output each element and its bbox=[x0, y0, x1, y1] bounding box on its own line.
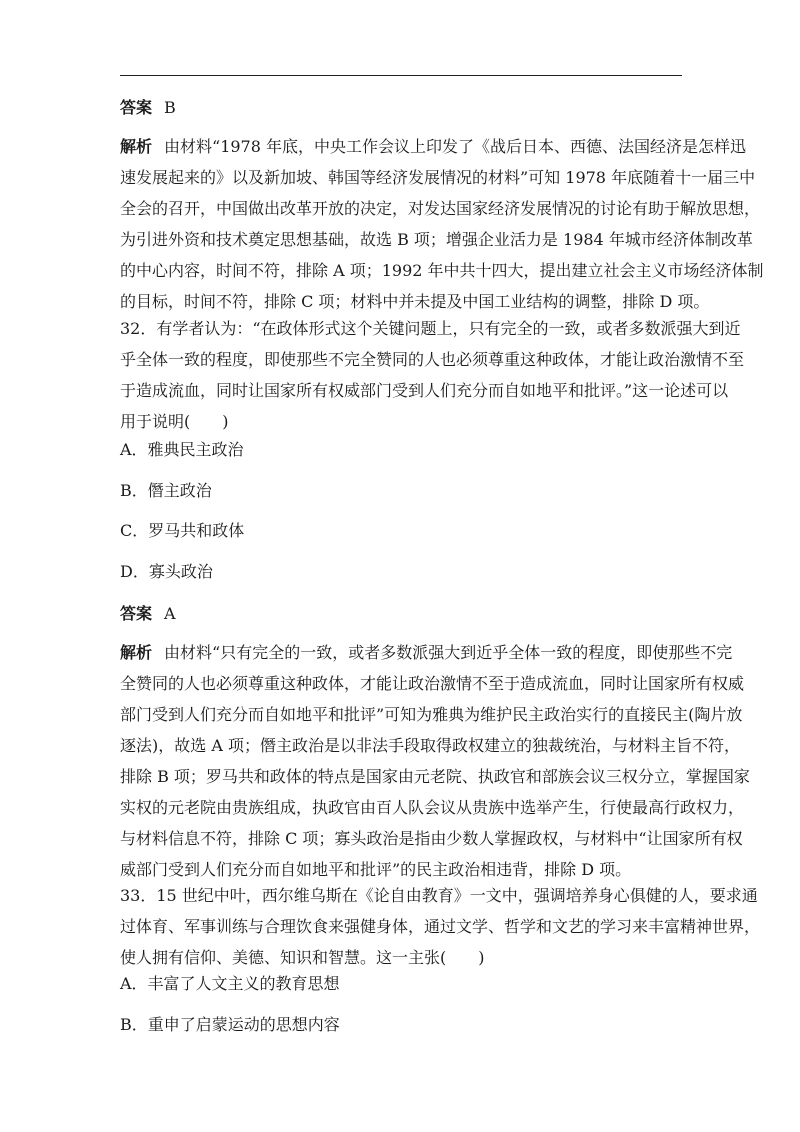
analysis-line: 由材料“1978 年底，中央工作会议上印发了《战后日本、西德、法国经济是怎样迅 bbox=[164, 137, 747, 156]
option-c: C．罗马共和政体 bbox=[120, 521, 245, 540]
analysis-line: 全赞同的人也必须尊重这种政体，才能让政治激情不至于造成流血，同时让国家所有权威 bbox=[120, 674, 745, 693]
option-a: A．雅典民主政治 bbox=[120, 440, 244, 459]
header-rule bbox=[120, 75, 682, 76]
question-line: 过体育、军事训练与合理饮食来强健身体，通过文学、哲学和文艺的学习来丰富精神世界， bbox=[120, 917, 761, 936]
option-b: B．重申了启蒙运动的思想内容 bbox=[120, 1015, 340, 1034]
analysis-line: 全会的召开，中国做出改革开放的决定，对发达国家经济发展情况的讨论有助于解放思想， bbox=[120, 199, 761, 218]
answer-2 bbox=[120, 598, 690, 629]
answer-value: A bbox=[164, 604, 176, 623]
option-b: B．僭主政治 bbox=[120, 481, 212, 500]
option-a: A．丰富了人文主义的教育思想 bbox=[120, 974, 340, 993]
question-33 bbox=[120, 880, 761, 973]
question-32 bbox=[120, 313, 745, 437]
analysis-line: 威部门受到人们充分而自如地平和批评”的民主政治相违背，排除 D 项。 bbox=[120, 860, 632, 879]
answer-label: 答案 bbox=[120, 604, 153, 623]
question-line: 于造成流血，同时让国家所有权威部门受到人们充分而自如地平和批评。”这一论述可以 bbox=[120, 381, 729, 400]
analysis-2 bbox=[120, 637, 750, 885]
option-d: D．寡头政治 bbox=[120, 562, 213, 581]
analysis-line: 的目标，时间不符，排除 C 项；材料中并未提及中国工业结构的调整，排除 D 项。 bbox=[120, 292, 710, 311]
analysis-line: 由材料“只有完全的一致，或者多数派强大到近乎全体一致的程度，即使那些不完 bbox=[164, 643, 733, 662]
analysis-line: 部门受到人们充分而自如地平和批评”可知为雅典为维护民主政治实行的直接民主(陶片放 bbox=[120, 705, 743, 724]
question-line: 32．有学者认为：“在政体形式这个关键问题上，只有完全的一致，或者多数派强大到近 bbox=[120, 319, 741, 338]
analysis-line: 的中心内容，时间不符，排除 A 项；1992 年中共十四大，提出建立社会主义市场经济体制 bbox=[120, 261, 764, 280]
analysis-line: 为引进外资和技术奠定思想基础，故选 B 项；增强企业活力是 1984 年城市经济体制改革 bbox=[120, 230, 753, 249]
analysis-label: 解析 bbox=[120, 643, 153, 662]
analysis-label: 解析 bbox=[120, 137, 153, 156]
question-line: 乎全体一致的程度，即使那些不完全赞同的人也必须尊重这种政体，才能让政治激情不至 bbox=[120, 350, 745, 369]
answer-label: 答案 bbox=[120, 98, 153, 117]
analysis-line: 与材料信息不符，排除 C 项；寡头政治是指由少数人掌握政权，与材料中“让国家所有权 bbox=[120, 829, 743, 848]
analysis-line: 速发展起来的》以及新加坡、韩国等经济发展情况的材料”可知 1978 年底随着十一届三中 bbox=[120, 168, 756, 187]
answer-1 bbox=[120, 92, 690, 123]
analysis-1 bbox=[120, 131, 764, 317]
analysis-line: 实权的元老院由贵族组成，执政官由百人队会议从贵族中选举产生，行使最高行政权力， bbox=[120, 798, 745, 817]
question-line: 使人拥有信仰、美德、知识和智慧。这一主张( ) bbox=[120, 948, 485, 967]
analysis-line: 排除 B 项；罗马共和政体的特点是国家由元老院、执政官和部族会议三权分立，掌握国家 bbox=[120, 767, 750, 786]
analysis-line: 逐法)，故选 A 项；僭主政治是以非法手段取得政权建立的独裁统治，与材料主旨不符， bbox=[120, 736, 740, 755]
answer-value: B bbox=[164, 98, 176, 117]
question-line: 33．15 世纪中叶，西尔维乌斯在《论自由教育》一文中，强调培养身心俱健的人，要求通 bbox=[120, 886, 758, 905]
question-line: 用于说明( ) bbox=[120, 412, 229, 431]
